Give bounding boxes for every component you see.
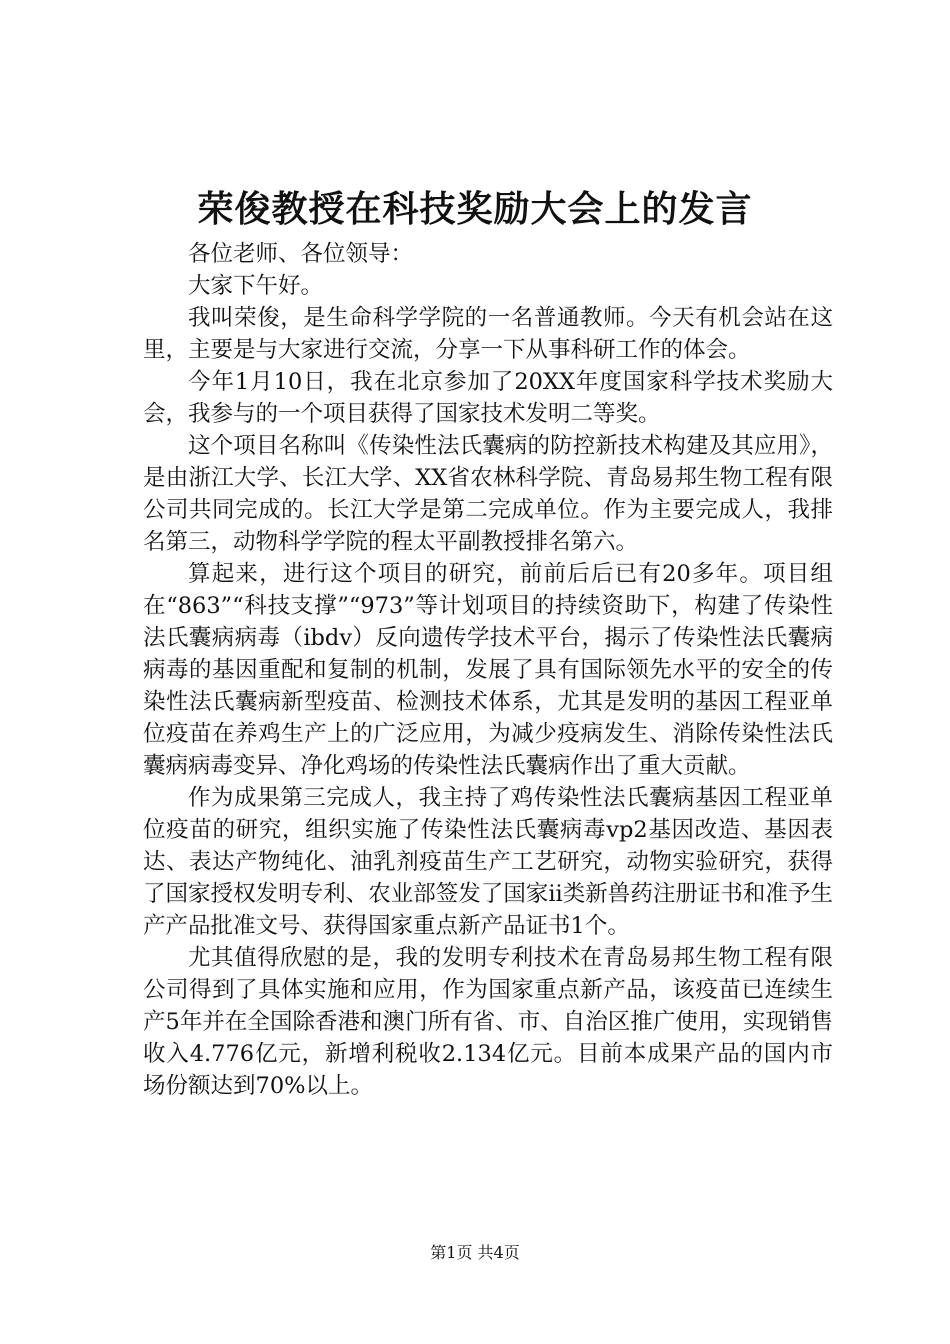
paragraph-award: 今年1月10日，我在北京参加了20XX年度国家科学技术奖励大会，我参与的一个项目获得了国家技术发明二等奖。: [143, 369, 833, 427]
page-footer: 第1页 共4页: [430, 1243, 520, 1262]
paragraph-project: 这个项目名称叫《传染性法氏囊病的防控新技术构建及其应用》，是由浙江大学、长江大学、XX省农林科学院、青岛易邦生物工程有限公司共同完成的。长江大学是第二完成单位。作为主要完成人，我排名第三，动物科学学院的程太平副教授排名第六。: [143, 433, 833, 555]
paragraph-introduction: 我叫荣俊，是生命科学学院的一名普通教师。今天有机会站在这里，主要是与大家进行交流，分享一下从事科研工作的体会。: [143, 305, 833, 363]
paragraph-greeting: 各位老师、各位领导：: [188, 241, 414, 267]
paragraph-contribution: 作为成果第三完成人，我主持了鸡传染性法氏囊病基因工程亚单位疫苗的研究，组织实施了传染性法氏囊病毒vp2基因改造、基因表达、表达产物纯化、油乳剂疫苗生产工艺研究，动物实验研究，获得了国家授权发明专利、农业部签发了国家ii类新兽药注册证书和准予生产产品批准文号、获得国家重点新产品证书1个。: [143, 785, 833, 939]
document-body: [143, 238, 833, 1102]
paragraph-salutation: 大家下午好。: [188, 273, 324, 299]
paragraph-application: 尤其值得欣慰的是，我的发明专利技术在青岛易邦生物工程有限公司得到了具体实施和应用，作为国家重点新产品，该疫苗已连续生产5年并在全国除香港和澳门所有省、市、自治区推广使用，实现销售收入4.776亿元，新增利税收2.134亿元。目前本成果产品的国内市场份额达到70%以上。: [143, 945, 833, 1099]
page-title: 荣俊教授在科技奖励大会上的发言: [197, 188, 753, 230]
paragraph-research-history: 算起来，进行这个项目的研究，前前后后已有20多年。项目组在“863”“科技支撑”“973”等计划项目的持续资助下，构建了传染性法氏囊病病毒（ibdv）反向遗传学技术平台，揭示了传染性法氏囊病病毒的基因重配和复制的机制，发展了具有国际领先水平的安全的传染性法氏囊病新型疫苗、检测技术体系，尤其是发明的基因工程亚单位疫苗在养鸡生产上的广泛应用，为减少疫病发生、消除传染性法氏囊病病毒变异、净化鸡场的传染性法氏囊病作出了重大贡献。: [143, 561, 833, 779]
